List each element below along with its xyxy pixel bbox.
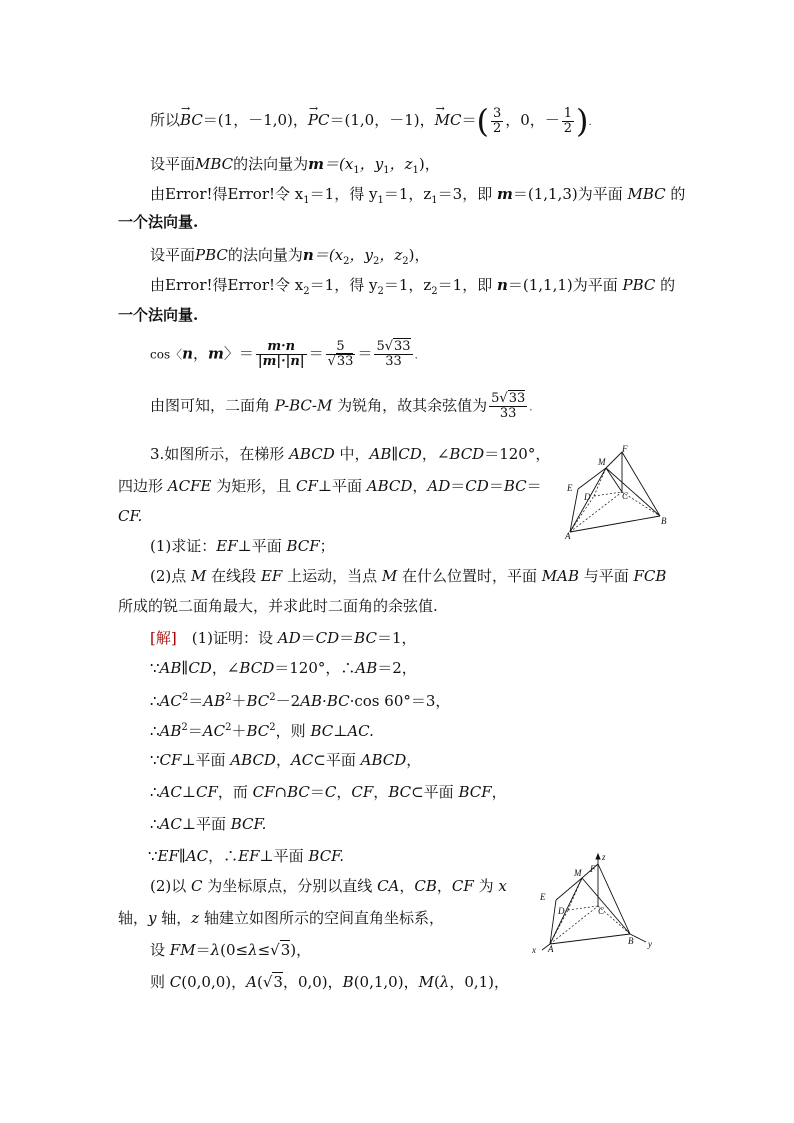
prism-figure bbox=[560, 444, 690, 544]
fraction: $\frac{m\cdot n}{|m|\cdot|n|}$ bbox=[257, 339, 305, 369]
text-line: 一个法向量. bbox=[118, 306, 199, 324]
conclusion-line: 由图可知，二面角 P-BC-M 为锐角，故其余弦值为 $\frac{5√33}{33}$ . bbox=[150, 391, 533, 421]
text: ＝(1,0，－1)， bbox=[329, 111, 435, 129]
fraction: $\frac{3}{2}$ bbox=[492, 105, 502, 136]
solution-line-9: (2)以 C 为坐标原点，分别以直线 CA，CB，CF 为 x bbox=[150, 877, 507, 895]
solution-tag: [解] bbox=[150, 629, 177, 647]
fig2-label-y: y bbox=[648, 939, 652, 949]
problem-3-line-2: 四边形 ACFE 为矩形，且 CF⊥平面 ABCD，AD＝CD＝BC＝ bbox=[118, 477, 542, 495]
question-1: (1)求证：EF⊥平面 BCF； bbox=[150, 537, 335, 555]
question-2: (2)点 M 在线段 EF 上运动，当点 M 在什么位置时，平面 MAB 与平面 FCB bbox=[150, 567, 667, 585]
solution-line-11: 设 FM＝λ(0≤λ≤√3)， bbox=[150, 941, 312, 959]
normal-vector-m-line: 设平面MBC的法向量为$m=(x_1$，$y_1$，$z_1$)， bbox=[150, 155, 440, 176]
text: 所以 bbox=[150, 111, 181, 129]
vector-bc: → BC bbox=[180, 110, 203, 130]
fig2-label-d: D bbox=[558, 906, 565, 916]
fig2-label-f: F bbox=[590, 864, 596, 874]
solution-line-4: $\therefore AB^2=AC^2+BC^2$，则 BC⊥AC. bbox=[150, 722, 374, 740]
fig2-label-z: z bbox=[602, 852, 606, 862]
text: . bbox=[588, 117, 592, 128]
fraction: $\frac{5√33}{33}$ bbox=[491, 391, 526, 421]
solve-n-line: 由Error!得Error!令 $x_2=1$，得 $y_2=1$，$z_2=1$，即 n＝(1,1,1)为平面 PBC 的 bbox=[150, 276, 676, 297]
cosine-formula-line: cos〈n，m〉＝ $\frac{m\cdot n}{|m|\cdot|n|}$ ＝ $\frac{5}{√33}$ ＝ $\frac{5√33}{33}$ . bbox=[150, 339, 418, 369]
vectors-line bbox=[150, 102, 592, 140]
solve-m-line: 由Error!得Error!令 $x_1=1$，得 $y_1=1$，$z_1=3$，即 m＝(1,1,3)为平面 MBC 的 bbox=[150, 185, 686, 206]
solution-line-5: ∵CF⊥平面 ABCD，AC⊂平面 ABCD， bbox=[150, 751, 422, 769]
text: ＝ bbox=[461, 111, 477, 129]
solution-line-12: 则 C(0,0,0)，A(√3，0,0)，B(0,1,0)，M(λ，0,1)， bbox=[150, 973, 510, 991]
solution-line-3: $\therefore AC^2=AB^2+BC^2-2AB\cdot BC\cdot\cos$ 60°＝3， bbox=[150, 692, 451, 710]
text-line: 一个法向量. bbox=[118, 213, 199, 231]
solution-line-8: ∵EF∥AC，∴EF⊥平面 BCF. bbox=[148, 847, 345, 865]
fraction: $\frac{5}{√33}$ bbox=[327, 339, 354, 369]
right-paren: ) bbox=[576, 102, 589, 140]
solution-line-2: ∵AB∥CD，∠BCD＝120°，∴AB＝2， bbox=[150, 659, 417, 677]
text: ＝(1，－1,0)， bbox=[202, 111, 308, 129]
fig1-label-b: B bbox=[661, 516, 667, 526]
solution-line-6: ∴AC⊥CF，而 CF∩BC＝C，CF，BC⊂平面 BCF， bbox=[150, 783, 507, 801]
solution-line-10: 轴，y 轴，z 轴建立如图所示的空间直角坐标系， bbox=[118, 909, 444, 927]
fig2-label-b: B bbox=[628, 936, 634, 946]
fig1-label-a: A bbox=[565, 531, 571, 541]
fig1-label-e: E bbox=[567, 483, 573, 493]
fig1-label-c: C bbox=[622, 491, 629, 501]
vector-pc: → PC bbox=[308, 110, 330, 130]
solution-line-7: ∴AC⊥平面 BCF. bbox=[150, 815, 267, 833]
fig2-label-a: A bbox=[548, 944, 554, 954]
fraction: $\frac{1}{2}$ bbox=[563, 105, 573, 136]
coordinate-figure bbox=[524, 850, 664, 960]
question-2-cont: 所成的锐二面角最大，并求此时二面角的余弦值. bbox=[118, 597, 438, 615]
fig2-label-x: x bbox=[532, 945, 536, 955]
fig2-label-c: C bbox=[598, 906, 605, 916]
vector-mc: → MC bbox=[435, 110, 462, 130]
left-paren: ( bbox=[476, 102, 489, 140]
problem-3-line-3: CF. bbox=[118, 507, 143, 525]
fig2-label-m: M bbox=[574, 868, 582, 878]
normal-vector-n-line: 设平面PBC的法向量为$n=(x_2$，$y_2$，$z_2$)， bbox=[150, 246, 430, 267]
fraction: $\frac{5√33}{33}$ bbox=[376, 339, 411, 369]
fig1-label-d: D bbox=[584, 492, 591, 502]
solution-line-1: [解] (1)证明：设 AD＝CD＝BC＝1， bbox=[150, 629, 417, 647]
fig1-label-f: F bbox=[622, 444, 628, 454]
text: ，0，－ bbox=[505, 111, 560, 129]
fig2-label-e: E bbox=[540, 892, 546, 902]
fig1-label-m: M bbox=[598, 457, 606, 467]
problem-3-line-1: 3.如图所示，在梯形 ABCD 中，AB∥CD，∠BCD＝120°， bbox=[150, 445, 551, 463]
